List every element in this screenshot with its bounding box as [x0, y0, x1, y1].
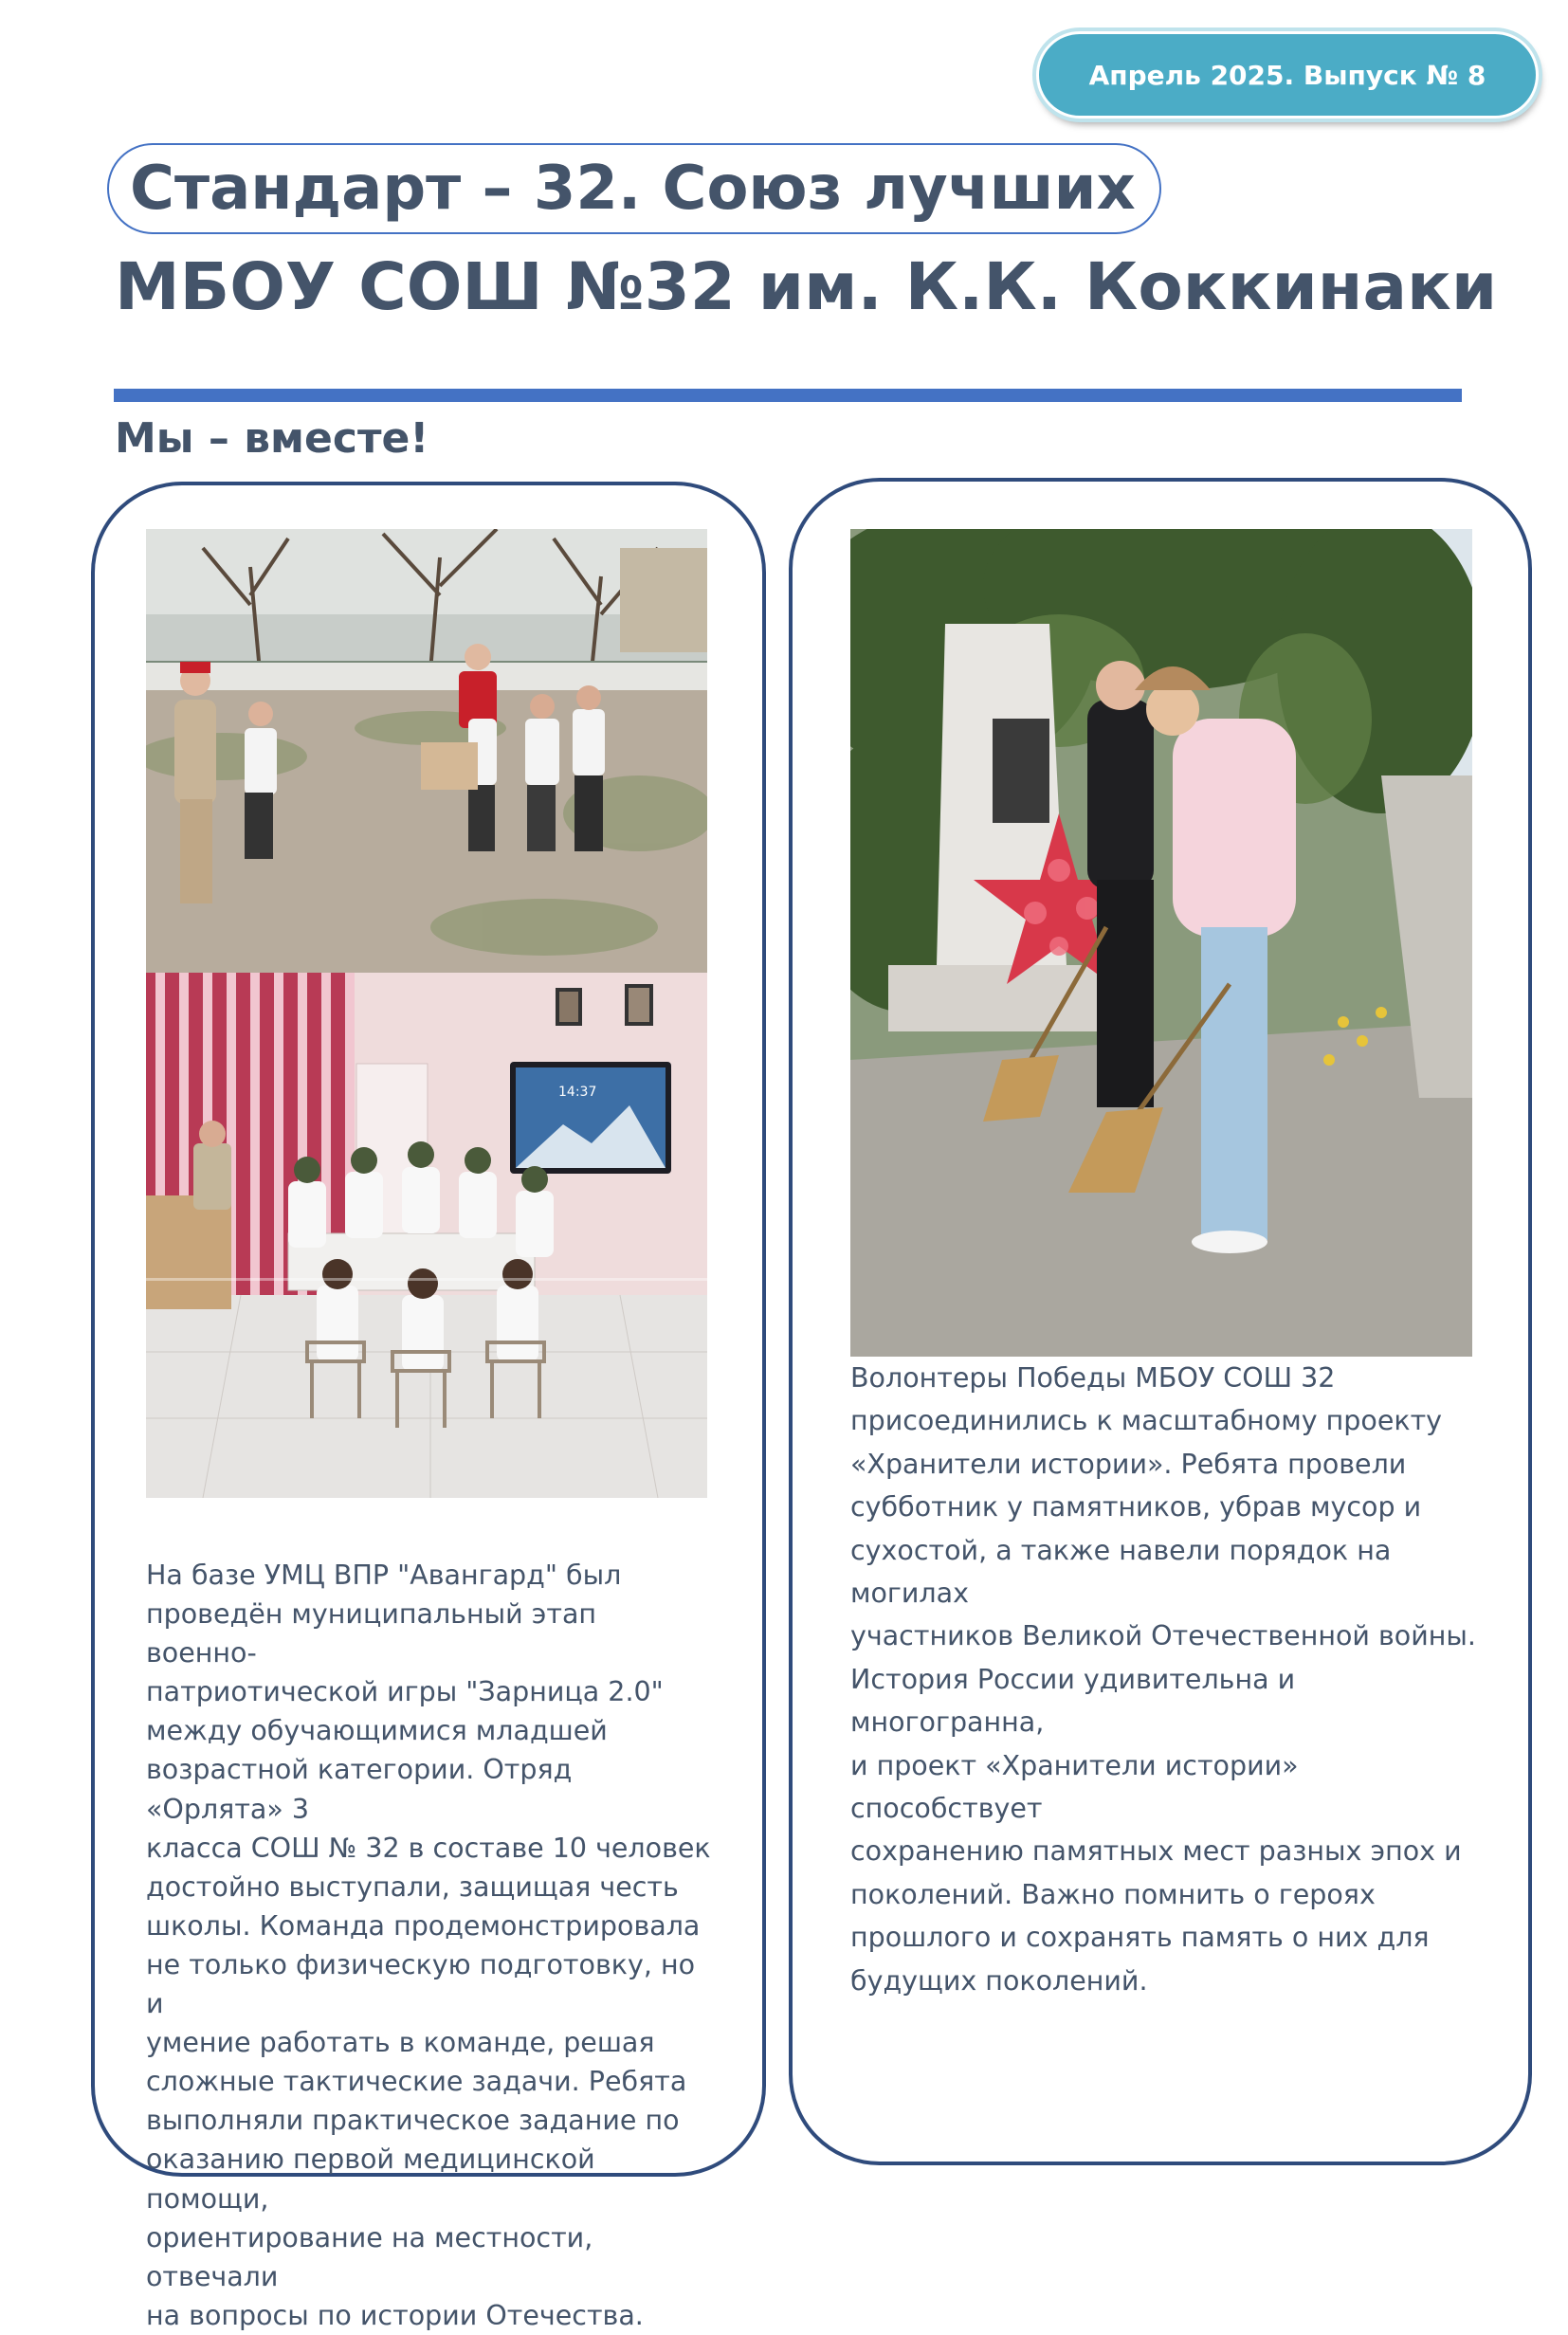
classroom-photo — [146, 973, 707, 1498]
text-line: школы. Команда продемонстрировала — [146, 1909, 701, 1942]
issue-badge — [1036, 31, 1539, 119]
text-line: класса СОШ № 32 в составе 10 человек — [146, 1832, 711, 1864]
zarnica-article-text — [146, 1556, 715, 2335]
newsletter-title: Стандарт – 32. Союз лучших — [130, 154, 1136, 224]
text-line: сложные тактические задачи. Ребята — [146, 2066, 687, 2098]
memorial-cleanup-photo — [850, 529, 1472, 1357]
text-line: между обучающимися младшей — [146, 1715, 608, 1747]
text-line: участников Великой Отечественной войны. — [850, 1620, 1476, 1652]
text-line: патриотической игры "Зарница 2.0" — [146, 1676, 664, 1708]
text-line: проведён муниципальный этап военно- — [146, 1598, 597, 1669]
text-line: и проект «Хранители истории» способствует — [850, 1749, 1299, 1825]
text-line: сохранению памятных мест разных эпох и — [850, 1835, 1462, 1868]
text-line: оказанию первой медицинской помощи, — [146, 2143, 595, 2215]
text-line: на вопросы по истории Отечества. — [146, 2299, 644, 2331]
text-line: выполняли практическое задание по — [146, 2105, 680, 2137]
text-line: сухостой, а также навели порядок на могилах — [850, 1534, 1392, 1610]
text-line: умение работать в команде, решая — [146, 2027, 655, 2059]
text-line: История России удивительна и многогранна, — [850, 1663, 1296, 1739]
text-line: присоединились к масштабному проекту — [850, 1405, 1443, 1437]
text-line: возрастной категории. Отряд «Орлята» 3 — [146, 1754, 573, 1825]
text-line: не только физическую подготовку, но и — [146, 1948, 696, 2020]
text-line: Волонтеры Победы МБОУ СОШ 32 — [850, 1362, 1336, 1394]
text-line: поколений. Важно помнить о героях — [850, 1878, 1376, 1910]
text-line: ориентирование на местности, отвечали — [146, 2221, 593, 2292]
issue-label: Апрель 2025. Выпуск № 8 — [1088, 59, 1486, 91]
header-divider — [114, 389, 1462, 402]
history-keepers-article-text — [850, 1357, 1495, 2002]
text-line: прошлого и сохранять память о них для — [850, 1922, 1430, 1954]
text-line: будущих поколений. — [850, 1964, 1148, 1997]
tv-clock: 14:37 — [558, 1085, 597, 1100]
text-line: субботник у памятников, убрав мусор и — [850, 1491, 1422, 1523]
section-heading: Мы – вместе! — [115, 414, 429, 463]
text-line: достойно выступали, защищая честь — [146, 1870, 679, 1903]
school-name: МБОУ СОШ №32 им. К.К. Коккинаки — [115, 249, 1498, 325]
zarnica-game-photo — [146, 529, 707, 973]
text-line: На базе УМЦ ВПР "Авангард" был — [146, 1560, 622, 1591]
text-line: «Хранители истории». Ребята провели — [850, 1448, 1407, 1480]
